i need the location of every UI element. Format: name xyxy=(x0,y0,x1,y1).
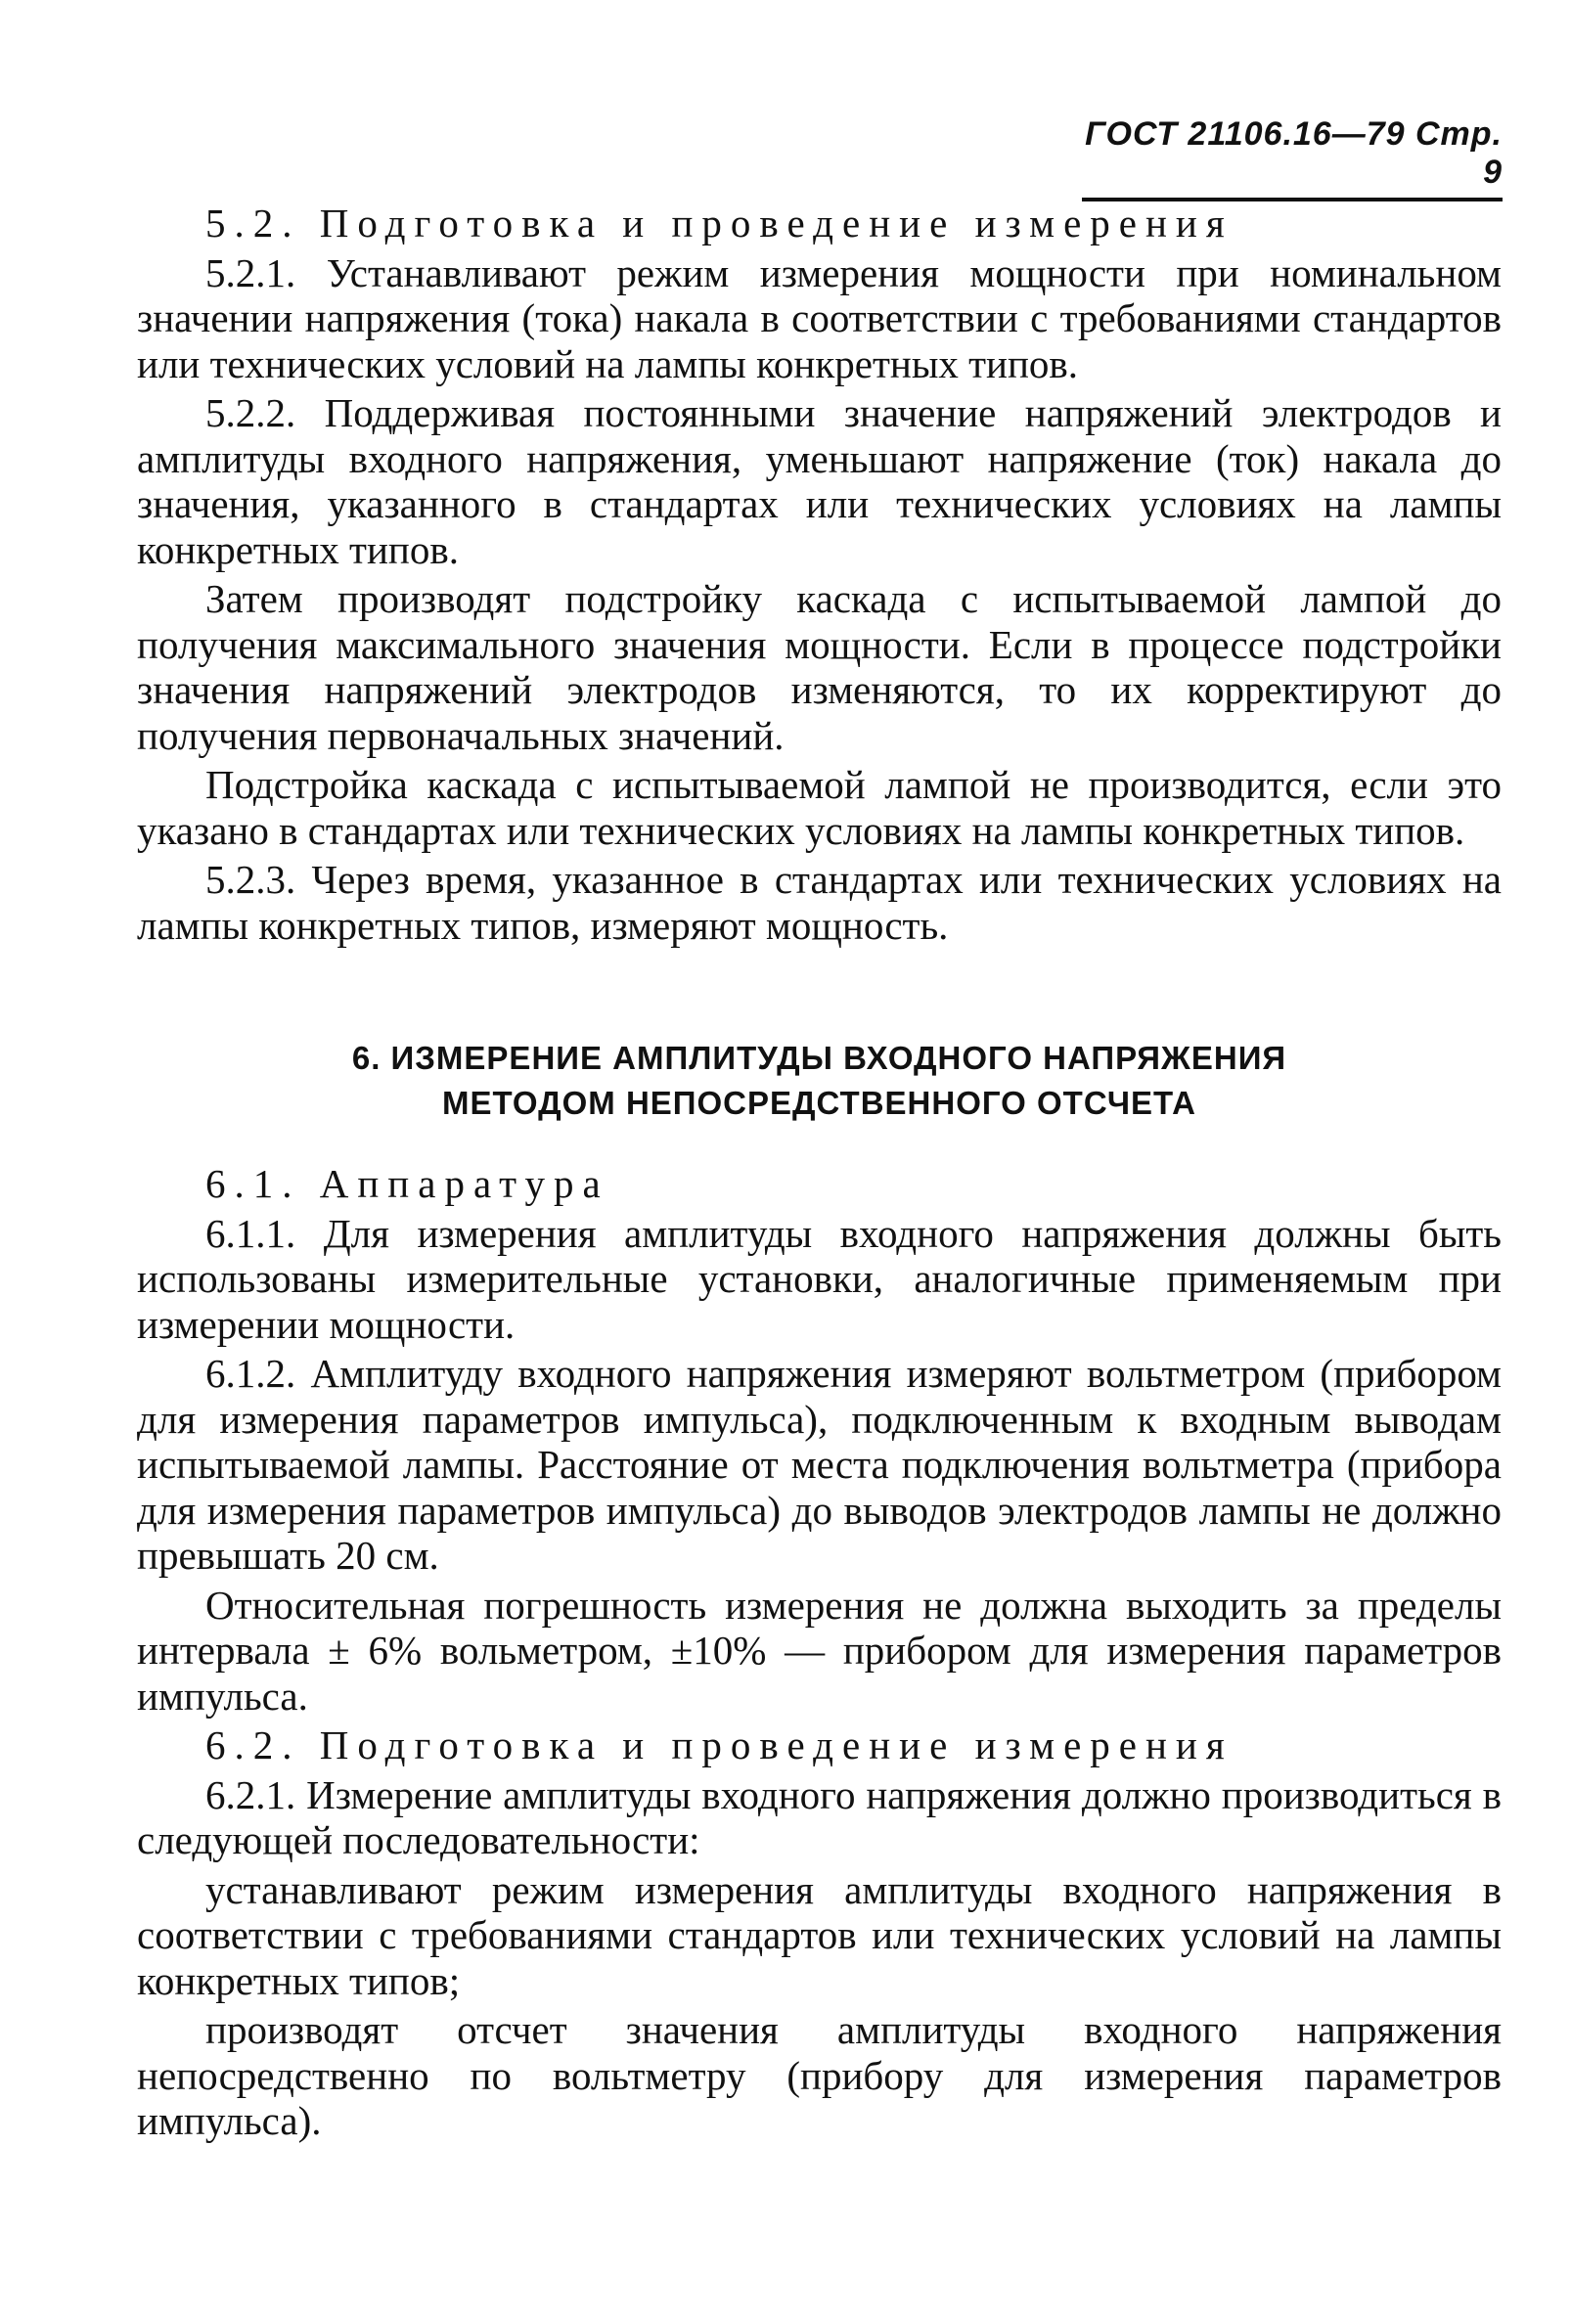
heading-6-1: 6.1. Аппаратура xyxy=(205,1161,609,1206)
paragraph-6-2-1-step1: устанавливают режим измерения амплитуды входного напряжения в соответствии с требованиями стандартов или технических условий на лампы конкретных типов; xyxy=(137,1866,1502,2003)
paragraph-5-2-3: 5.2.3. Через время, указанное в стандартах или технических условиях на лампы конкретных типов, измеряют мощность. xyxy=(137,857,1502,948)
paragraph-6-1-2-error: Относительная погрешность измерения не должна выходить за пределы интервала ± 6% вольметром, ±10% — прибором для измерения параметров импульса. xyxy=(137,1582,1502,1719)
paragraph-6-2-1: 6.2.1. Измерение амплитуды входного напряжения должно производиться в следующей последовательности: xyxy=(137,1771,1502,1862)
paragraph-6-1-2: 6.1.2. Амплитуду входного напряжения измеряют вольтметром (прибором для измерения параметров импульса), подключенным к входным выводам испытываемой лампы. Расстояние от места подключения вольтметра (прибора для измерения параметров импульса) до выводов электродов лампы не должно превышать 20 см. xyxy=(137,1351,1502,1578)
paragraph-6-1-1: 6.1.1. Для измерения амплитуды входного напряжения должны быть использованы измерительные установки, аналогичные применяемым при измерении мощности. xyxy=(137,1210,1502,1347)
page-header: ГОСТ 21106.16—79 Стр. 9 xyxy=(1082,115,1503,201)
paragraph-6-2-1-step2: производят отсчет значения амплитуды входного напряжения непосредственно по вольтметру (прибору для измерения параметров импульса). xyxy=(137,2007,1502,2143)
heading-6-2: 6.2. Подготовка и проведение измерения xyxy=(205,1722,1234,1767)
section-6-title-line1: 6. ИЗМЕРЕНИЕ АМПЛИТУДЫ ВХОДНОГО НАПРЯЖЕНИЯ xyxy=(351,1040,1287,1076)
paragraph-5-2-2-tuning: Затем производят подстройку каскада с испытываемой лампой до получения максимального значения мощности. Если в процессе подстройки значения напряжений электродов изменяются, то их корректируют до получения первоначальных значений. xyxy=(137,576,1502,758)
paragraph-5-2-2-no-tuning: Подстройка каскада с испытываемой лампой не производится, если это указано в стандартах или технических условиях на лампы конкретных типов. xyxy=(137,762,1502,853)
body-text xyxy=(137,201,1502,2148)
section-6-title xyxy=(137,1036,1502,1126)
section-6-title-line2: МЕТОДОМ НЕПОСРЕДСТВЕННОГО ОТСЧЕТА xyxy=(442,1085,1196,1121)
paragraph-5-2-1: 5.2.1. Устанавливают режим измерения мощности при номинальном значении напряжения (тока) накала в соответствии с требованиями стандартов или технических условий на лампы конкретных типов. xyxy=(137,249,1502,386)
paragraph-5-2-2: 5.2.2. Поддерживая постоянными значение напряжений электродов и амплитуды входного напряжения, уменьшают напряжение (ток) накала до значения, указанного в стандартах или технических условиях на лампы конкретных типов. xyxy=(137,390,1502,572)
heading-5-2: 5.2. Подготовка и проведение измерения xyxy=(205,201,1234,246)
